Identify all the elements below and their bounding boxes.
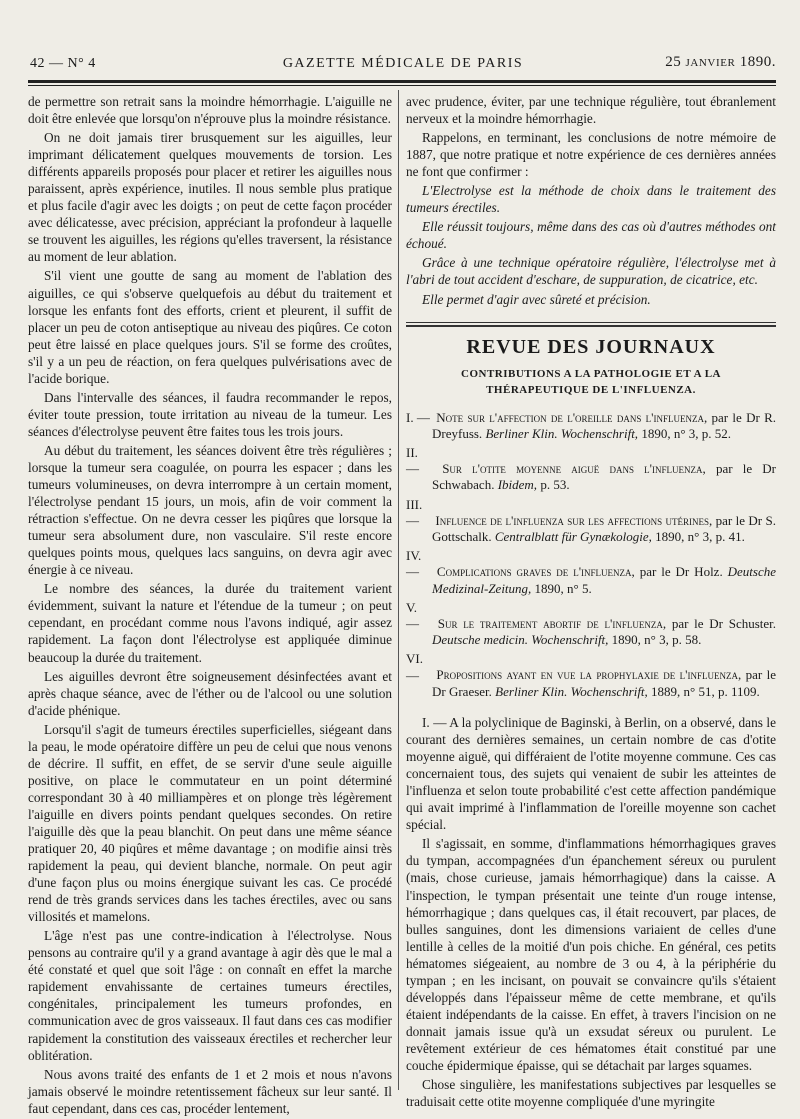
paragraph: I. — A la polyclinique de Baginski, à Berlin, on a observé, dans le courant des dernières semaines, un certain nombre de cas d'otite moyenne aiguë, qui différaient de l'otite moyenne commune. Ces cas concernaient tous, des sujets qui venaient de subir les atteintes de l'influenza et selon toute probabilité c'est cette affection pandémique qui avait imprimé à l'inflammation de l'oreille moyenne son cachet spécial. [406,715,776,833]
paragraph: Chose singulière, les manifestations subjectives par lesquelles se traduisait cette otite moyenne compliquée d'une myringite [406,1077,776,1110]
reference-source: Deutsche Medizinal-Zeitung, [432,564,776,596]
conclusion-intro: Rappelons, en terminant, les conclusions de notre mémoire de 1887, que notre pratique et notre expérience de ces dernières années ne font que confirmer : [406,130,776,180]
reference-item [406,600,776,649]
reference-author: par le Dr Schuster. [671,616,777,632]
paragraph: avec prudence, éviter, par une technique régulière, tout ébranlement nerveux et la moindre hémorrhagie. [406,94,776,127]
reference-item [406,497,776,546]
paragraph: Le nombre des séances, la durée du traitement varient évidemment, suivant la nature et l'étendue de la tumeur ; on peut cependant, en procédant comme nous l'avons indiqué, agir assez rapidement. La façon dont l'électrolyse est appliquée diminue beaucoup la durée du traitement. [28,581,392,665]
reference-title: Sur l'otite moyenne aiguë dans l'influenza, [442,461,706,477]
paragraph: L'âge n'est pas une contre-indication à l'électrolyse. Nous pensons au contraire qu'il y a grand avantage à agir dès que le mal a été constaté et quel que soit l'âge : on connaît en effet la marche rapidement envahissante de certaines tumeurs érectiles, congénitales, principalement les tumeurs profondes, en communication avec de gros vaisseaux. Il faut dans ces cas modifier rapidement la constitution des vaisseaux érectiles et rechercher leur oblitération. [28,928,392,1063]
paragraph: Il s'agissait, en somme, d'inflammations hémorrhagiques graves du tympan, accompagnées d'un épanchement séreux ou purulent (mais, chose curieuse, jamais hémorrhagique) dans la caisse. A l'inspection, le tympan présentait une teinte d'un rouge intense, hémorrhagique ; dans quelques cas, il était recouvert, par places, de bulles sanguines, dont les dimensions variaient de celles d'une lentille à celles de la moitié d'un pois chiche. En général, ces petits hématomes siégeaient, au nombre de 3 ou 4, à la périphérie du tympan ; en les incisant, on pouvait se convaincre qu'ils s'étaient développés dans l'épaisseur même de cette membrane, et qu'ils étaient indépendants de la caisse. En effet, à travers l'incision on ne donnait jamais issue qu'à un exsudat séreux ou purulent. Le revêtement extérieur de ces hématomes était constitué par une couche épidermique épaisse, qui se détachait par larges squames. [406,836,776,1073]
issue-date [665,54,776,71]
paragraph: de permettre son retrait sans la moindre hémorrhagie. L'aiguille ne doit être enlevée que lorsqu'on n'éprouve plus la moindre résistance. [28,94,392,127]
date-day: 25 [665,54,682,70]
reference-details: 1890, n° 5. [534,580,592,596]
page-header [30,52,776,76]
page-number: 42 — N° 4 [30,56,96,71]
reference-author: par le Dr Holz. [639,564,723,580]
reference-title: Sur le traitement abortif de l'influenza, [437,616,667,632]
paragraph: Au début du traitement, les séances doivent être très régulières ; lorsque la tumeur sera coagulée, on pourra les espacer ; dans les tumeurs volumineuses, on devra interrompre à un certain moment, l'électrolyse pendant 15 jours, un mois, afin de voir comment la rétraction s'effectue. On ne devra cesser les piqûres que lorsque la tumeur sera absolument dure, non vasculaire. S'il reste encore quelques points mous, quelques lacs sanguins, on devra agir avec énergie à ce niveau. [28,442,392,578]
section-title: REVUE DES JOURNAUX [466,335,716,358]
paragraph: Dans l'intervalle des séances, il faudra recommander le repos, éviter toute pression, toute irritation au niveau de la tumeur. Les séances d'électrolyse peuvent être faites tous les trois jours. [28,389,392,439]
reference-list [406,410,776,700]
section-subtitle: CONTRIBUTIONS A LA PATHOLOGIE ET A LA THÉRAPEUTIQUE DE L'INFLUENZA. [461,367,721,396]
reference-number: V. — [406,599,419,632]
reference-source: Berliner Klin. Wochenschrift, [495,683,648,699]
reference-number: III. — [406,496,423,528]
paragraph: Les aiguilles devront être soigneusement désinfectées avant et après chaque séance, avec de l'éther ou de l'alcool ou une solution d'acide phénique. [28,668,392,718]
reference-number: IV. — [406,548,422,580]
paragraph: Lorsqu'il s'agit de tumeurs érectiles superficielles, siégeant dans la peau, le mode opératoire diffère un peu de celui que nous venons de décrire. Il suffit, en effet, de se servir d'une seule aiguille positive, on place le commutateur en un point déterminé correspondant 30 à 40 milliampères et on plonge très légèrement l'aiguille en divers points pendant quelques secondes. On retire l'aiguille dès que la peau blanchit. On peut dans une même séance pratiquer 20, 40 piqûres et même davantage ; on modifie ainsi très rapidement la peau, qui devient blanche, normale. On peut agir d'une façon plus ou moins énergique suivant les cas. Ce procédé rend de très grands services dans les taches érectiles, avec ou sans villosités et mamelons. [28,721,392,925]
paragraph: S'il vient une goutte de sang au moment de l'ablation des aiguilles, ce qui s'observe quelquefois au début du traitement et lorsque les enfants font des efforts, crient et pleurent, il suffit de placer un peu de coton antiseptique au niveau des piqûres. Ce coton peut être laissé en place quelques jours. S'il se forme des croûtes, s'il y a un peu de réaction, on fera quelques pulvérisations avec de l'acide borique. [28,268,392,386]
reference-details: 1890, n° 3, p. 52. [641,425,732,441]
reference-author: par le Dr Schwabach. [432,461,777,493]
reference-source: Berliner Klin. Wochenschrift, [485,425,639,441]
reference-item [406,445,776,494]
reference-details: 1890, n° 3, p. 58. [611,632,702,648]
reference-details: 1890, n° 3, p. 41. [655,529,745,545]
conclusions-list [406,182,776,307]
date-month: JANVIER [685,57,736,69]
conclusion-item: Elle permet d'agir avec sûreté et précision. [422,291,651,307]
reference-author: par le Dr S. Gottschalk. [432,512,776,545]
reference-author: par le Dr Graeser. [432,667,776,699]
column-divider [398,90,399,1090]
reference-item [406,410,776,442]
right-column [406,93,776,1112]
reference-source: Ibidem, [497,477,538,493]
paragraph: On ne doit jamais tirer brusquement sur les aiguilles, leur imprimant délicatement quelques mouvements de torsion. Les différents appareils proposés pour placer et retirer les aiguilles nous paraissent, après expérience, inutiles. Il nous semble plus pratique et plus facile d'agir avec les doigts ; on peut de cette façon procéder avec délicatesse, avec précision, appréciant la profondeur à laquelle se trouvent les aiguilles, les régions qu'elles traversent, la résistance au moment de leur ablation. [28,130,392,265]
reference-item [406,548,776,597]
journal-title: GAZETTE MÉDICALE DE PARIS [282,56,524,71]
reference-item [406,651,776,700]
reference-title: Note sur l'affection de l'oreille dans l'influenza, [436,409,708,425]
reference-author: par le Dr R. Dreyfuss. [432,409,776,441]
reference-number: I. — [406,409,430,425]
header-rule [28,80,776,86]
reference-number: II. — [406,445,419,477]
paragraph: Nous avons traité des enfants de 1 et 2 mois et nous n'avons jamais observé le moindre retentissement fâcheux sur leur santé. Il faut cependant, dans ces cas, procéder lentement, [28,1066,392,1116]
reference-title: Propositions ayant en vue la prophylaxie de l'influenza, [436,667,742,683]
conclusion-item: L'Electrolyse est la méthode de choix dans le traitement des tumeurs érectiles. [406,183,776,216]
conclusion-item: Grâce à une technique opératoire régulière, l'électrolyse met à l'abri de tout accident d'eschare, de suppuration, de cicatrice, etc. [406,255,776,288]
reference-source: Deutsche medicin. Wochenschrift, [432,632,609,648]
date-year: 1890. [739,54,776,70]
section-rule [406,322,776,327]
reference-title: Complications graves de l'influenza, [436,564,635,580]
reference-source: Centralblatt für Gynækologie, [494,529,652,545]
reference-details: p. 53. [540,477,570,493]
reference-title: Influence de l'influenza sur les affections utérines, [435,512,713,528]
conclusion-item: Elle réussit toujours, même dans des cas où d'autres méthodes ont échoué. [406,219,776,252]
reference-number: VI. — [406,651,423,683]
left-column [28,93,392,1119]
reference-details: 1889, n° 51, p. 1109. [651,683,760,699]
